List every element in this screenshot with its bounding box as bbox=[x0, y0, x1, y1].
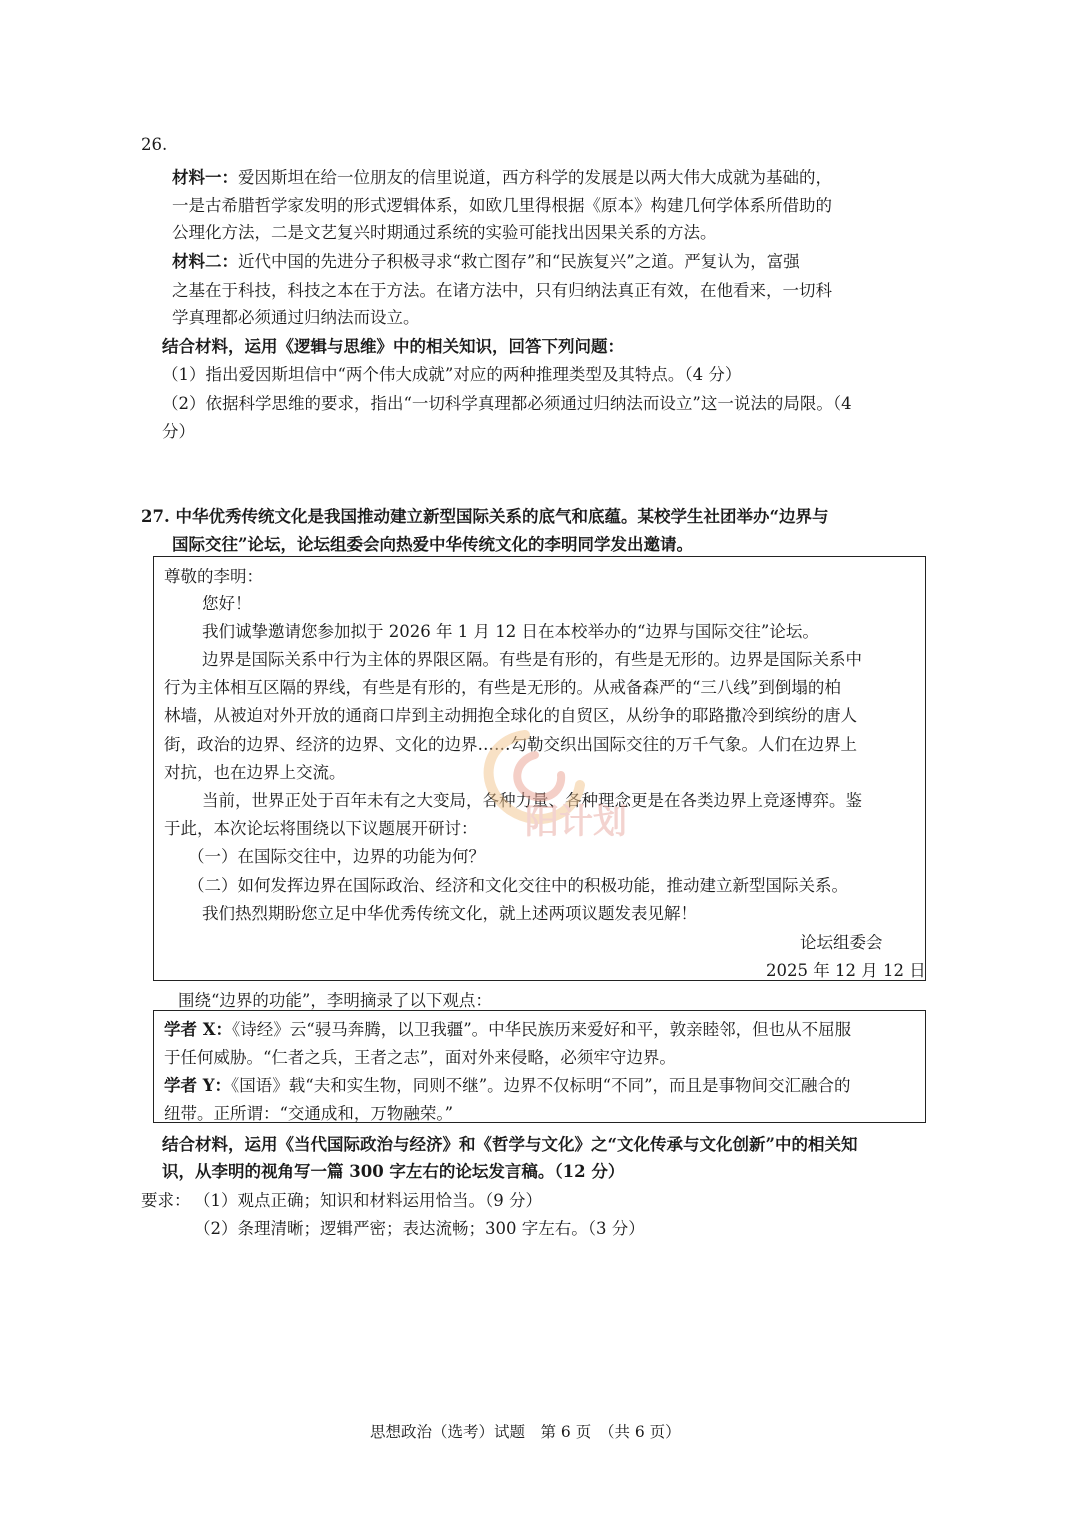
scholar-x-label: 学者 X： bbox=[164, 1020, 233, 1039]
watermark-text: 阳计划 bbox=[525, 802, 627, 842]
scholar-y bbox=[164, 1072, 851, 1096]
letter-topic-2: （二）如何发挥边界在国际政治、经济和文化交往中的积极功能，推动建立新型国际关系。 bbox=[188, 876, 848, 895]
letter-salutation: 尊敬的李明： bbox=[164, 567, 263, 586]
material-1-line-2: 一是古希腊哲学家发明的形式逻辑体系，如欧几里得根据《原本》构建几何学体系所借助的 bbox=[172, 196, 832, 215]
letter-paragraph-2-line-5: 对抗，也在边界上交流。 bbox=[164, 763, 346, 782]
requirement-2: （2）条理清晰；逻辑严密；表达流畅；300 字左右。（3 分） bbox=[194, 1219, 645, 1238]
material-1 bbox=[172, 164, 832, 188]
letter-paragraph-1: 我们诚挚邀请您参加拟于 2026 年 1 月 12 日在本校举办的“边界与国际交往”论坛。 bbox=[202, 622, 819, 641]
page-footer: 思想政治（选考）试题 第 6 页 （共 6 页） bbox=[370, 1423, 681, 1441]
material-2-line-1: 近代中国的先进分子积极寻求“救亡图存”和“民族复兴”之道。严复认为，富强 bbox=[238, 252, 800, 271]
letter-paragraph-2-line-4: 街，政治的边界、经济的边界、文化的边界……勾勒交织出国际交往的万千气象。人们在边界上 bbox=[164, 735, 857, 754]
excerpt-intro: 围绕“边界的功能”，李明摘录了以下观点： bbox=[178, 991, 492, 1010]
q26-instruction: 结合材料，运用《逻辑与思维》中的相关知识，回答下列问题： bbox=[162, 337, 624, 356]
letter-greeting: 您好！ bbox=[202, 594, 252, 613]
letter-paragraph-2-line-1: 边界是国际关系中行为主体的界限区隔。有些是有形的，有些是无形的。边界是国际关系中 bbox=[202, 650, 862, 669]
letter-signer: 论坛组委会 bbox=[800, 933, 883, 952]
question-27-intro-line-1: 27. 中华优秀传统文化是我国推动建立新型国际关系的底气和底蕴。某校学生社团举办“边界与 bbox=[141, 507, 829, 526]
material-2-line-3: 学真理都必须通过归纳法而设立。 bbox=[172, 308, 420, 327]
letter-paragraph-3-line-1: 当前，世界正处于百年未有之大变局，各种力量、各种理念更是在各类边界上竞逐博弈。鉴 bbox=[202, 791, 862, 810]
requirement-1: （1）观点正确；知识和材料运用恰当。（9 分） bbox=[194, 1191, 542, 1210]
material-2-label: 材料二： bbox=[172, 252, 238, 271]
watermark-logo bbox=[455, 715, 655, 845]
scholar-y-line-2: 纽带。正所谓：“交通成和，万物融荣。” bbox=[164, 1104, 454, 1123]
q26-sub-question-1: （1）指出爱因斯坦信中“两个伟大成就”对应的两种推理类型及其特点。（4 分） bbox=[162, 365, 742, 384]
scholar-x-line-1: 《诗经》云“骎马奔腾，以卫我疆”。中华民族历来爱好和平，敦亲睦邻，但也从不屈服 bbox=[232, 1020, 852, 1039]
letter-paragraph-3-line-2: 于此，本次论坛将围绕以下议题展开研讨： bbox=[164, 819, 478, 838]
scholar-y-line-1: 《国语》载“夫和实生物，同则不继”。边界不仅标明“不同”，而且是事物间交汇融合的 bbox=[231, 1076, 851, 1095]
question-27-intro-line-2: 国际交往”论坛，论坛组委会向热爱中华传统文化的李明同学发出邀请。 bbox=[172, 535, 693, 554]
requirements-label: 要求： bbox=[141, 1191, 191, 1210]
letter-closing: 我们热烈期盼您立足中华优秀传统文化，就上述两项议题发表见解！ bbox=[202, 904, 697, 923]
material-1-line-1: 爱因斯坦在给一位朋友的信里说道，西方科学的发展是以两大伟大成就为基础的， bbox=[238, 168, 832, 187]
letter-paragraph-2-line-2: 行为主体相互区隔的界线，有些是有形的，有些是无形的。从戒备森严的“三八线”到倒塌的柏 bbox=[164, 678, 841, 697]
letter-paragraph-2-line-3: 林墙，从被迫对外开放的通商口岸到主动拥抱全球化的自贸区，从纷争的耶路撒冷到缤纷的唐人 bbox=[164, 706, 857, 725]
scholar-x-line-2: 于任何威胁。“仁者之兵，王者之志”，面对外来侵略，必须牢守边界。 bbox=[164, 1048, 676, 1067]
scholar-y-label: 学者 Y： bbox=[164, 1076, 232, 1095]
material-2 bbox=[172, 248, 800, 272]
q27-task-line-2: 识，从李明的视角写一篇 300 字左右的论坛发言稿。（12 分） bbox=[162, 1162, 625, 1181]
q27-task-line-1: 结合材料，运用《当代国际政治与经济》和《哲学与文化》之“文化传承与文化创新”中的相关知 bbox=[162, 1135, 858, 1154]
material-1-label: 材料一： bbox=[172, 168, 238, 187]
material-1-line-3: 公理化方法，二是文艺复兴时期通过系统的实验可能找出因果关系的方法。 bbox=[172, 223, 717, 242]
watermark-swirl-inner-icon bbox=[517, 755, 561, 798]
q26-sub-question-2-line-1: （2）依据科学思维的要求，指出“一切科学真理都必须通过归纳法而设立”这一说法的局限。（4 bbox=[162, 394, 852, 413]
letter-topic-1: （一）在国际交往中，边界的功能为何？ bbox=[188, 847, 485, 866]
letter-date: 2025 年 12 月 12 日 bbox=[766, 961, 926, 980]
question-26-number: 26. bbox=[141, 135, 168, 154]
material-2-line-2: 之基在于科技，科技之本在于方法。在诸方法中，只有归纳法真正有效，在他看来，一切科 bbox=[172, 281, 832, 300]
q26-sub-question-2-line-2: 分） bbox=[162, 422, 195, 441]
scholar-x bbox=[164, 1016, 851, 1040]
